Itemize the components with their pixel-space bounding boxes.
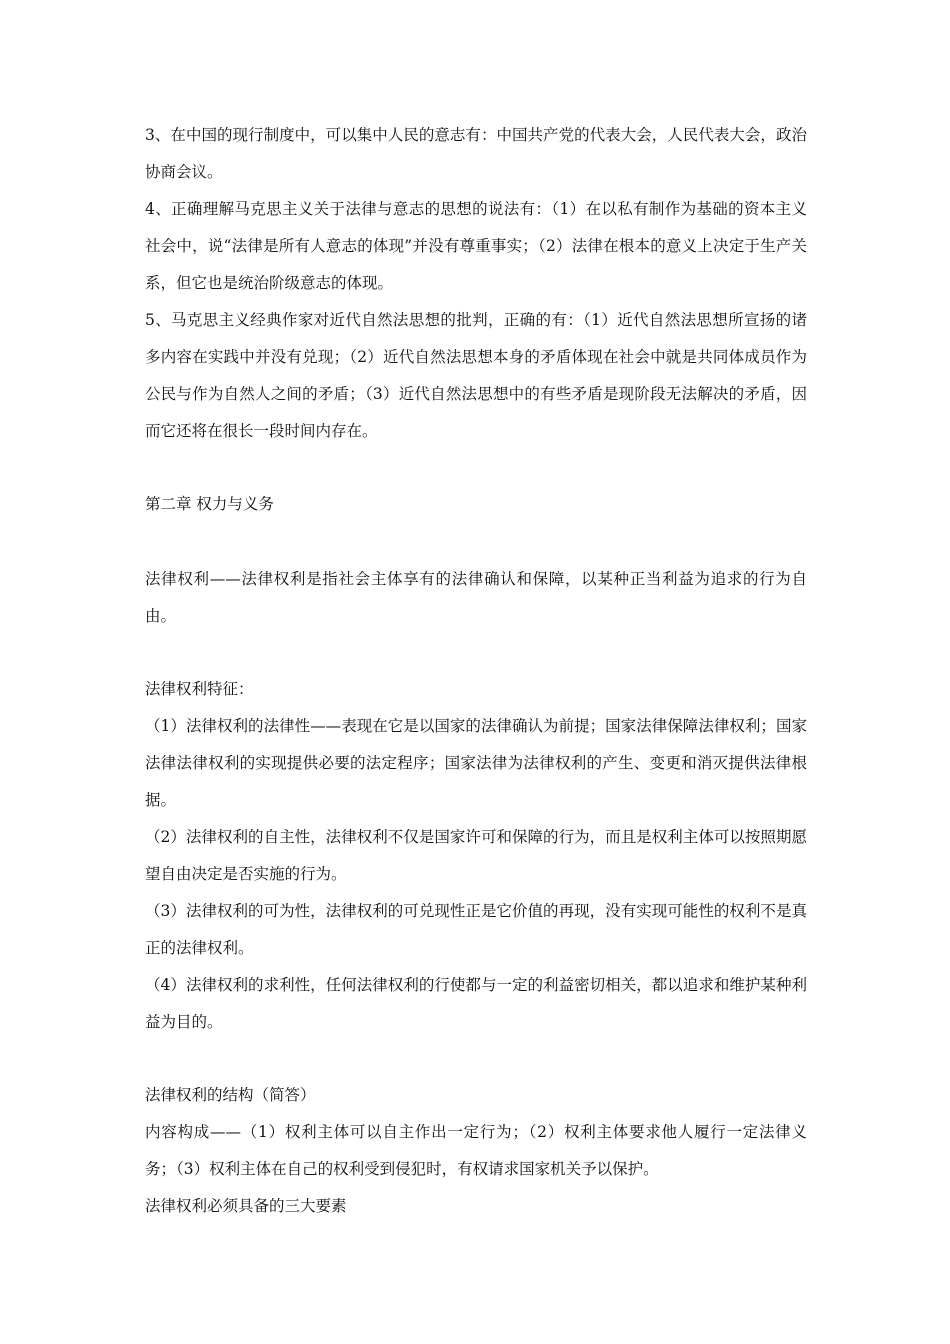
chapter-title: 第二章 权力与义务 — [145, 495, 274, 513]
spacer — [145, 450, 807, 486]
spacer — [145, 1041, 807, 1077]
spacer — [145, 523, 807, 561]
document-body — [145, 117, 807, 1225]
feature-item-1: （1）法律权利的法律性——表现在它是以国家的法律确认为前提；国家法律保障法律权利；国家法律法律权利的实现提供必要的法定程序；国家法律为法律权利的产生、变更和消灭提供法律根据。 — [145, 717, 807, 809]
list-item-4: 4、正确理解马克思主义关于法律与意志的思想的说法有：（1）在以私有制作为基础的资本主义社会中，说“法律是所有人意志的体现”并没有尊重事实；（2）法律在根本的意义上决定于生产关系，但它也是统治阶级意志的体现。 — [145, 200, 807, 292]
structure-heading: 法律权利的结构（简答） — [145, 1086, 316, 1104]
structure-content: 内容构成——（1）权利主体可以自主作出一定行为；（2）权利主体要求他人履行一定法律义务；（3）权利主体在自己的权利受到侵犯时，有权请求国家机关予以保护。 — [145, 1123, 807, 1178]
list-item-5: 5、马克思主义经典作家对近代自然法思想的批判，正确的有：（1）近代自然法思想所宣扬的诸多内容在实践中并没有兑现；（2）近代自然法思想本身的矛盾体现在社会中就是共同体成员作为公民与作为自然人之间的矛盾；（3）近代自然法思想中的有些矛盾是现阶段无法解决的矛盾，因而它还将在很长一段时间内存在。 — [145, 311, 807, 440]
list-item-3: 3、在中国的现行制度中，可以集中人民的意志有：中国共产党的代表大会，人民代表大会，政治协商会议。 — [145, 126, 807, 181]
feature-item-3: （3）法律权利的可为性，法律权利的可兑现性正是它价值的再现，没有实现可能性的权利不是真正的法律权利。 — [145, 902, 807, 957]
spacer — [145, 635, 807, 671]
elements-heading: 法律权利必须具备的三大要素 — [145, 1197, 347, 1215]
definition-paragraph: 法律权利——法律权利是指社会主体享有的法律确认和保障，以某种正当利益为追求的行为自由。 — [145, 570, 807, 625]
feature-item-2: （2）法律权利的自主性，法律权利不仅是国家许可和保障的行为，而且是权利主体可以按照期愿望自由决定是否实施的行为。 — [145, 828, 807, 883]
feature-item-4: （4）法律权利的求利性，任何法律权利的行使都与一定的利益密切相关，都以追求和维护某种利益为目的。 — [145, 976, 807, 1031]
features-heading: 法律权利特征： — [145, 680, 254, 698]
